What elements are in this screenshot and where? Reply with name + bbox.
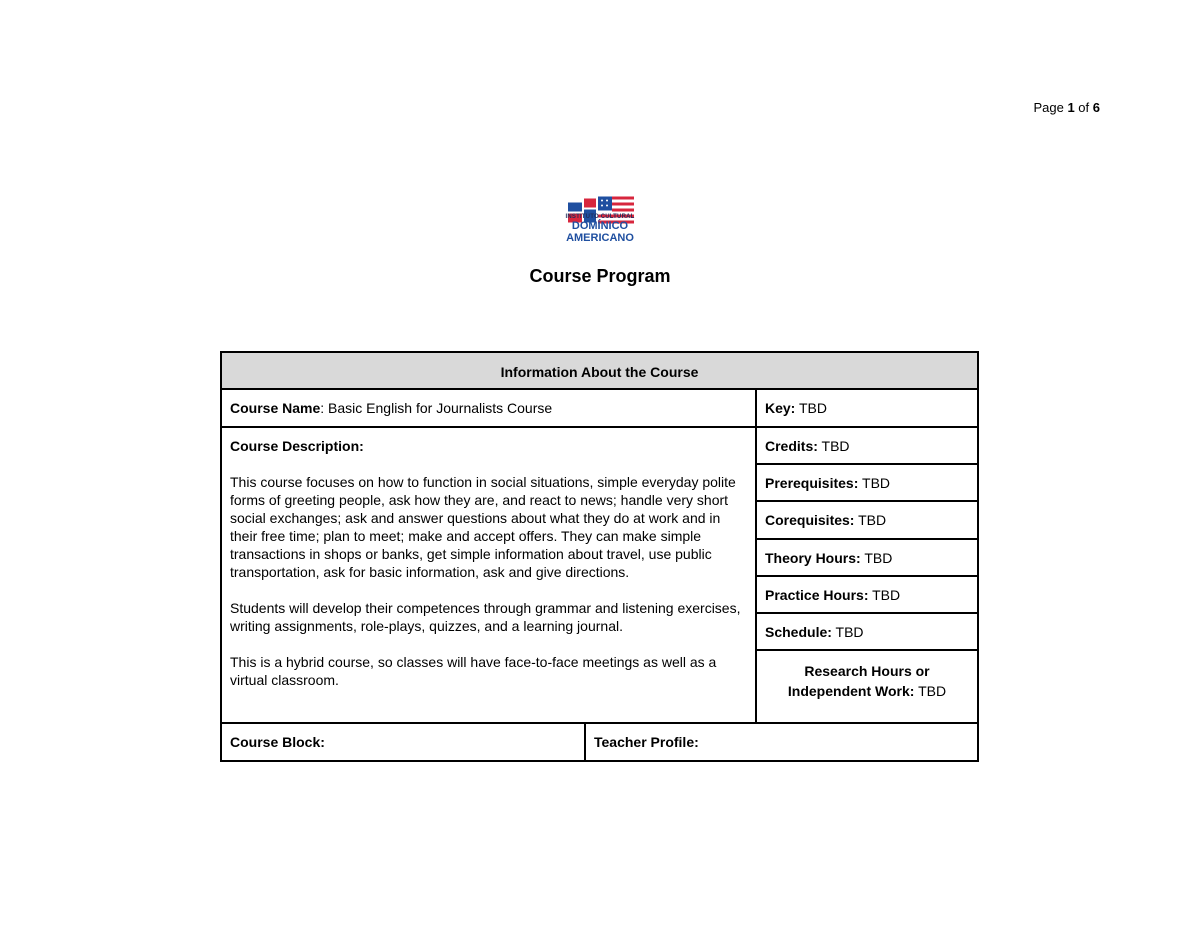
schedule-cell xyxy=(757,614,977,649)
course-description-cell xyxy=(222,428,755,722)
theory-hours-label: Theory Hours: xyxy=(765,550,861,566)
table-header: Information About the Course xyxy=(222,353,977,390)
key-cell xyxy=(757,390,977,426)
total-pages: 6 xyxy=(1092,100,1100,115)
page-title: Course Program xyxy=(529,266,671,286)
theory-hours-cell xyxy=(757,540,977,575)
course-name-value: : Basic English for Journalists Course xyxy=(320,400,553,416)
logo-star-2 xyxy=(606,200,608,202)
logo-flag-stripe-3 xyxy=(612,209,634,212)
teacher-profile-cell xyxy=(586,724,977,760)
teacher-profile-label: Teacher Profile: xyxy=(594,734,699,750)
description-paragraph: This course focuses on how to function in social situations, simple everyday polite forms of greeting people, ask how they are, and react to news; handle very short social exchanges; ask and answer questions about what they do at work and in their free time; plan to meet; make and accept offers. They can make simple transactions in shops or banks, get simple information about travel, use public transportation, ask for basic information, ask and give directions. xyxy=(230,474,736,580)
prerequisites-label: Prerequisites: xyxy=(765,475,859,491)
page-label: Page xyxy=(1033,100,1064,115)
description-paragraph: This is a hybrid course, so classes will have face-to-face meetings as well as a virtual classroom. xyxy=(230,654,717,688)
course-name-cell xyxy=(222,390,755,426)
course-block-cell xyxy=(222,724,584,760)
logo-flag-stripe-1 xyxy=(612,197,634,200)
key-label: Key: xyxy=(765,400,796,416)
research-label-line2: Independent Work: xyxy=(787,683,915,699)
page-indicator xyxy=(1000,100,1100,115)
practice-hours-label: Practice Hours: xyxy=(765,587,869,603)
prerequisites-value: TBD xyxy=(858,475,891,491)
logo-flag-blue-1 xyxy=(568,203,582,212)
key-value: TBD xyxy=(795,400,827,416)
page-of: of xyxy=(1078,100,1090,115)
course-block-label: Course Block: xyxy=(230,734,325,750)
logo-line-2: DOMÍNICO xyxy=(571,220,629,232)
corequisites-cell xyxy=(757,502,977,538)
logo-line-3: AMERICANO xyxy=(566,232,634,244)
course-info-table xyxy=(220,351,979,762)
logo-flag-stripe-2 xyxy=(612,203,634,206)
logo-wordmark xyxy=(540,214,660,244)
credits-label: Credits: xyxy=(765,438,818,454)
course-name-label: Course Name xyxy=(230,400,321,416)
credits-cell xyxy=(757,428,977,463)
schedule-label: Schedule: xyxy=(765,624,832,640)
logo-star-1 xyxy=(601,200,603,202)
credits-value: TBD xyxy=(817,438,850,454)
practice-hours-cell xyxy=(757,577,977,612)
corequisites-label: Corequisites: xyxy=(765,512,855,528)
practice-hours-value: TBD xyxy=(868,587,901,603)
logo-line-1: INSTITUTO CULTURAL xyxy=(565,214,635,220)
theory-hours-value: TBD xyxy=(860,550,893,566)
schedule-value: TBD xyxy=(831,624,864,640)
research-value: TBD xyxy=(914,683,947,699)
logo-flag-canton xyxy=(598,197,612,211)
corequisites-value: TBD xyxy=(854,512,887,528)
prerequisites-cell xyxy=(757,465,977,500)
description-paragraph: Students will develop their competences through grammar and listening exercises, writing assignments, role-plays, quizzes, and a learning journal. xyxy=(230,600,741,634)
logo-flag-red-2 xyxy=(584,199,596,208)
current-page: 1 xyxy=(1067,100,1075,115)
logo-star-4 xyxy=(606,205,608,207)
course-description-label: Course Description: xyxy=(230,438,364,454)
logo-star-3 xyxy=(601,205,603,207)
research-label-line1: Research Hours or xyxy=(804,663,930,679)
research-hours-cell xyxy=(757,651,977,722)
